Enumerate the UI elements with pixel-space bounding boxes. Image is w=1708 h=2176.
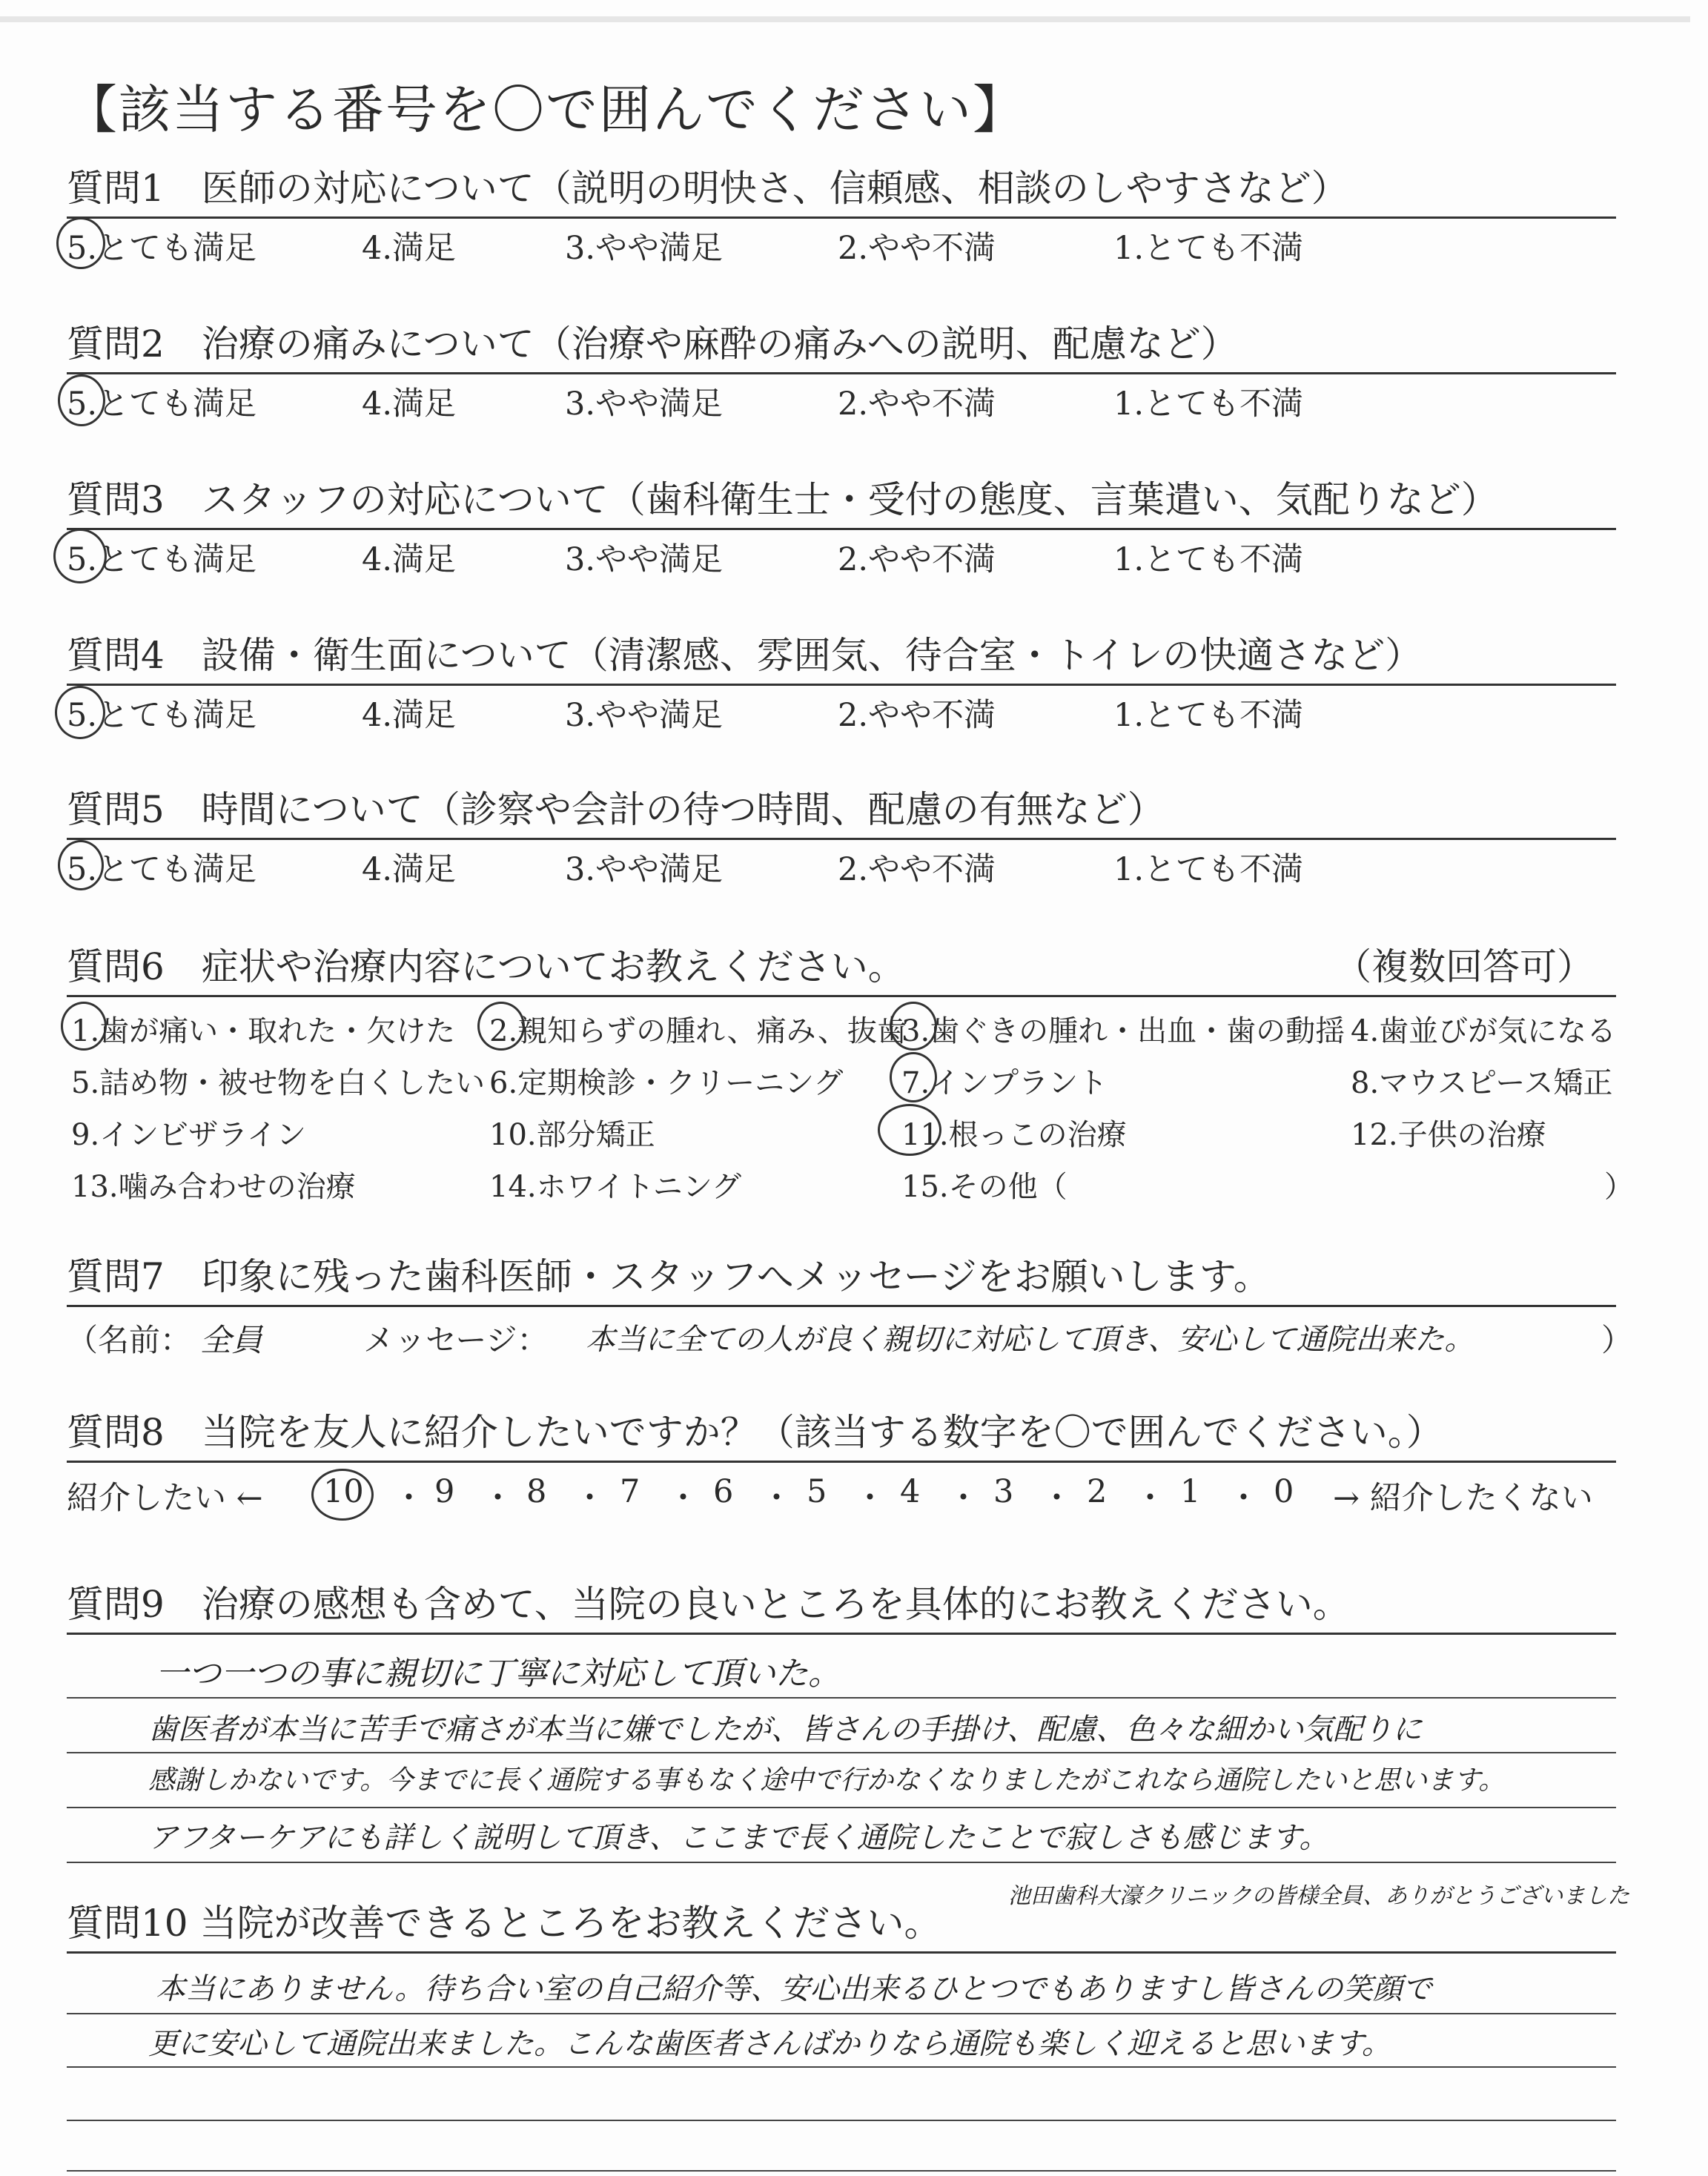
question-label: 質問5 時間について（診察や会計の待つ時間、配慮の有無など） xyxy=(67,788,1165,831)
option-1[interactable]: 1.とても不満 xyxy=(1113,230,1304,267)
scale-8[interactable]: 8 xyxy=(526,1473,547,1510)
top-border xyxy=(0,16,1690,22)
rule xyxy=(67,216,1616,219)
rule xyxy=(67,1752,1616,1753)
rule xyxy=(67,2120,1616,2121)
option-3[interactable]: 3.やや満足 xyxy=(565,697,724,734)
question-3 xyxy=(67,476,1616,576)
option-1[interactable]: 1.とても不満 xyxy=(1113,386,1304,423)
page-title: 【該当する番号を〇で囲んでください】 xyxy=(65,79,1026,140)
answer-line[interactable]: 一つ一つの事に親切に丁寧に対応して頂いた。 xyxy=(156,1655,841,1693)
scale-6[interactable]: 6 xyxy=(713,1473,734,1510)
question-label: 質問2 治療の痛みについて（治療や麻酔の痛みへの説明、配慮など） xyxy=(67,323,1238,366)
option-item[interactable]: 4.歯並びが気になる xyxy=(1351,1014,1617,1048)
option-5[interactable]: 5.とても満足 xyxy=(67,541,257,578)
question-5 xyxy=(67,786,1616,886)
rule xyxy=(67,1305,1616,1307)
option-item[interactable]: 2.親知らずの腫れ、痛み、抜歯 xyxy=(489,1014,907,1048)
rule xyxy=(67,2013,1616,2014)
scale-1[interactable]: 1 xyxy=(1180,1473,1201,1510)
scale-10[interactable]: 10 xyxy=(323,1473,364,1510)
question-8 xyxy=(67,1409,1616,1518)
rule xyxy=(67,2066,1616,2068)
option-2[interactable]: 2.やや不満 xyxy=(838,386,996,423)
question-label: 質問3 スタッフの対応について（歯科衛生士・受付の態度、言葉遣い、気配りなど） xyxy=(67,478,1498,521)
option-item[interactable]: 9.インビザライン xyxy=(71,1118,306,1152)
clinic-signature: 池田歯科大濠クリニックの皆様全員、ありがとうございました xyxy=(1008,1883,1630,1909)
option-3[interactable]: 3.やや満足 xyxy=(565,851,724,888)
question-label: 質問8 当院を友人に紹介したいですか？（該当する数字を〇で囲んでください。） xyxy=(67,1411,1443,1454)
option-4[interactable]: 4.満足 xyxy=(362,851,457,888)
question-9 xyxy=(67,1581,1630,1909)
rule xyxy=(67,1862,1616,1863)
symptom-options xyxy=(67,1005,1634,1212)
question-label: 質問7 印象に残った歯科医師・スタッフへメッセージをお願いします。 xyxy=(67,1255,1271,1298)
rating-options xyxy=(67,690,1616,732)
scale-left-label: 紹介したい ← xyxy=(67,1480,263,1517)
option-4[interactable]: 4.満足 xyxy=(362,697,457,734)
option-item[interactable]: 13.噛み合わせの治療 xyxy=(71,1170,356,1204)
option-2[interactable]: 2.やや不満 xyxy=(838,697,996,734)
multiple-answers-note: （複数回答可） xyxy=(1334,945,1594,988)
rule xyxy=(67,1633,1616,1635)
message-value[interactable]: 本当に全ての人が良く親切に対応して頂き、安心して通院出来た。 xyxy=(586,1323,1474,1357)
option-5[interactable]: 5.とても満足 xyxy=(67,851,257,888)
question-label: 質問9 治療の感想も含めて、当院の良いところを具体的にお教えください。 xyxy=(67,1583,1350,1626)
answer-line[interactable]: 歯医者が本当に苦手で痛さが本当に嫌でしたが、皆さんの手掛け、配慮、色々な細かい気配りに xyxy=(148,1713,1423,1747)
question-2 xyxy=(67,320,1616,423)
option-item[interactable]: 12.子供の治療 xyxy=(1351,1118,1546,1152)
message-close: ） xyxy=(1601,1322,1633,1358)
rule xyxy=(67,372,1616,374)
question-4 xyxy=(67,632,1616,732)
scale-3[interactable]: 3 xyxy=(993,1473,1014,1510)
option-item[interactable]: 14.ホワイトニング xyxy=(489,1170,742,1204)
question-6-label: 質問6 症状や治療内容についてお教えください。 xyxy=(67,945,905,988)
scale-right-label: → 紹介したくない xyxy=(1333,1480,1593,1517)
rule xyxy=(67,1951,1616,1954)
option-3[interactable]: 3.やや満足 xyxy=(565,230,724,267)
option-item[interactable]: 8.マウスピース矯正 xyxy=(1351,1066,1613,1100)
option-item[interactable]: 1.歯が痛い・取れた・欠けた xyxy=(71,1014,456,1048)
rule xyxy=(67,838,1616,840)
other-close-paren: ） xyxy=(1604,1170,1634,1204)
rule xyxy=(67,528,1616,530)
name-value[interactable]: 全員 xyxy=(200,1322,263,1358)
recommend-scale: 紹介したい ← 10 ・ 9 ・ 8 ・ 7 ・ 6 ・ 5 ・ 4 ・ 3 ・ 2 ・ 1 ・ 0 → 紹介したくない xyxy=(67,1470,1616,1518)
option-1[interactable]: 1.とても不満 xyxy=(1113,851,1304,888)
option-4[interactable]: 4.満足 xyxy=(362,386,457,423)
option-2[interactable]: 2.やや不満 xyxy=(838,230,996,267)
option-5[interactable]: 5.とても満足 xyxy=(67,386,257,423)
scale-5[interactable]: 5 xyxy=(807,1473,827,1510)
option-1[interactable]: 1.とても不満 xyxy=(1113,541,1304,578)
scale-2[interactable]: 2 xyxy=(1087,1473,1108,1510)
option-1[interactable]: 1.とても不満 xyxy=(1113,697,1304,734)
rating-options xyxy=(67,535,1616,576)
option-3[interactable]: 3.やや満足 xyxy=(565,541,724,578)
rule xyxy=(67,995,1616,997)
answer-line[interactable]: アフターケアにも詳しく説明して頂き、ここまで長く通院したことで寂しさも感じます。 xyxy=(148,1821,1329,1855)
option-2[interactable]: 2.やや不満 xyxy=(838,851,996,888)
scale-9[interactable]: 9 xyxy=(434,1473,455,1510)
question-7 xyxy=(67,1253,1633,1359)
scale-0[interactable]: 0 xyxy=(1274,1473,1294,1510)
scale-4[interactable]: 4 xyxy=(900,1473,921,1510)
name-label: （名前： xyxy=(67,1322,192,1358)
option-item[interactable]: 5.詰め物・被せ物を白くしたい xyxy=(71,1066,486,1100)
option-2[interactable]: 2.やや不満 xyxy=(838,541,996,578)
option-5[interactable]: 5.とても満足 xyxy=(67,697,257,734)
answer-line[interactable]: 本当にありません。待ち合い室の自己紹介等、安心出来るひとつでもありますし皆さんの笑顔で xyxy=(156,1972,1432,2006)
rule xyxy=(67,2170,1616,2172)
question-10 xyxy=(67,1899,1616,2176)
option-item[interactable]: 7.インプラント xyxy=(901,1066,1108,1100)
option-3[interactable]: 3.やや満足 xyxy=(565,386,724,423)
message-label: メッセージ： xyxy=(363,1322,549,1358)
message-row xyxy=(67,1312,1633,1359)
option-item[interactable]: 10.部分矯正 xyxy=(489,1118,655,1152)
question-6 xyxy=(67,943,1634,1212)
option-5[interactable]: 5.とても満足 xyxy=(67,230,257,267)
option-item[interactable]: 15.その他（ xyxy=(901,1170,1068,1204)
question-label: 質問4 設備・衛生面について（清潔感、雰囲気、待合室・トイレの快適さなど） xyxy=(67,634,1423,677)
question-label xyxy=(67,943,1616,991)
option-item[interactable]: 11.根っこの治療 xyxy=(901,1118,1127,1152)
option-4[interactable]: 4.満足 xyxy=(362,230,457,267)
rating-options xyxy=(67,844,1616,886)
rating-options xyxy=(67,379,1616,423)
rule xyxy=(67,684,1616,686)
rating-options xyxy=(67,223,1616,265)
option-item[interactable]: 3.歯ぐきの腫れ・出血・歯の動揺 xyxy=(901,1014,1345,1048)
answer-line[interactable]: 更に安心して通院出来ました。こんな歯医者さんばかりなら通院も楽しく迎えると思います。 xyxy=(148,2027,1391,2061)
option-item[interactable]: 6.定期検診・クリーニング xyxy=(489,1066,844,1100)
answer-lines xyxy=(67,1961,1616,2176)
rule xyxy=(67,1461,1616,1463)
option-4[interactable]: 4.満足 xyxy=(362,541,457,578)
answer-line[interactable]: 感謝しかないです。今までに長く通院する事もなく途中で行かなくなりましたがこれなら通院したいと思います。 xyxy=(148,1765,1506,1796)
rule xyxy=(67,1807,1616,1808)
question-label: 質問10 当院が改善できるところをお教えください。 xyxy=(67,1902,941,1945)
rule xyxy=(67,1697,1616,1699)
scale-7[interactable]: 7 xyxy=(620,1473,640,1510)
question-label: 質問1 医師の対応について（説明の明快さ、信頼感、相談のしやすさなど） xyxy=(67,167,1348,210)
answer-lines xyxy=(67,1642,1616,1865)
question-1 xyxy=(67,165,1616,265)
